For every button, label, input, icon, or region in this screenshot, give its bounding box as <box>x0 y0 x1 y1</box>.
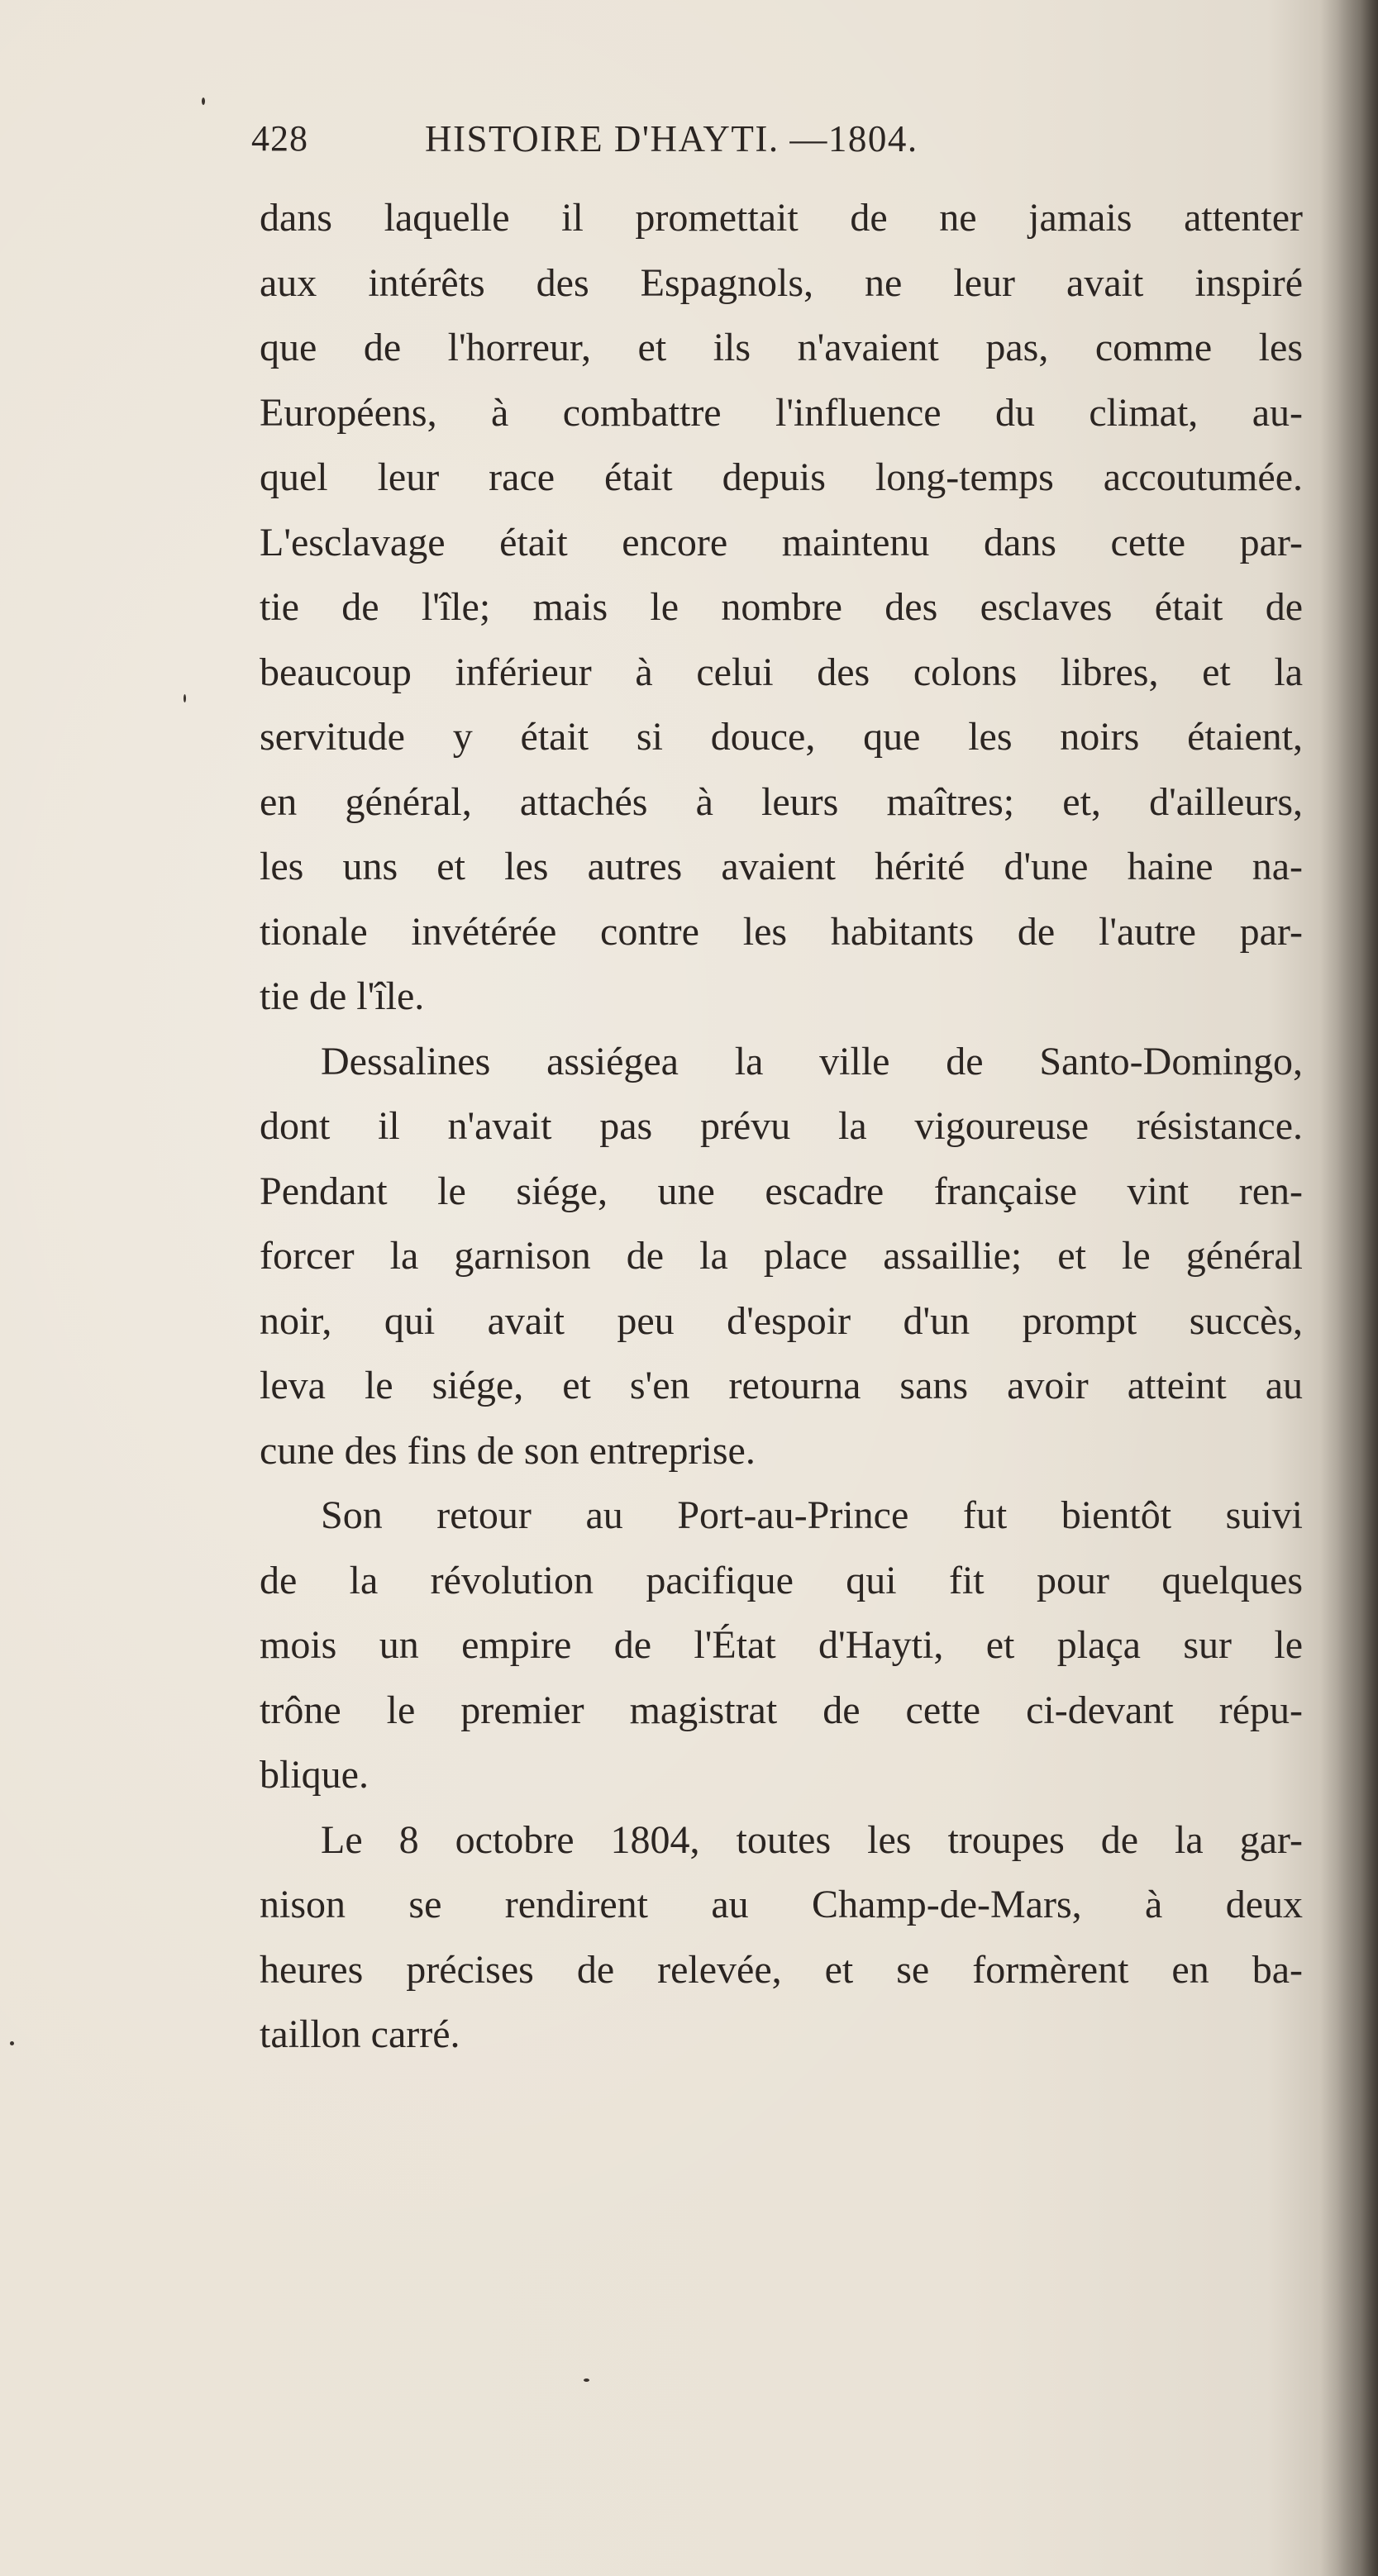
text-line: tie de l'île; mais le nombre des esclaves était de <box>260 585 1303 629</box>
text-line: beaucoup inférieur à celui des colons libres, et la <box>260 650 1303 694</box>
text-line: quel leur race était depuis long-temps accoutumée. <box>260 455 1303 499</box>
text-line: servitude y était si douce, que les noirs étaient, <box>260 715 1303 759</box>
text-line: Européens, à combattre l'influence du climat, au- <box>260 390 1303 435</box>
text-line: tie de l'île. <box>260 974 425 1018</box>
text-line: nison se rendirent au Champ-de-Mars, à deux <box>260 1883 1303 1926</box>
text-line: taillon carré. <box>260 2012 460 2056</box>
text-line: que de l'horreur, et ils n'avaient pas, comme les <box>260 326 1303 369</box>
paragraph <box>260 1030 1303 1484</box>
text-line: aux intérêts des Espagnols, ne leur avait inspiré <box>260 260 1303 305</box>
text-line: trône le premier magistrat de cette ci-devant répu- <box>260 1688 1303 1732</box>
text-line: en général, attachés à leurs maîtres; et, d'ailleurs, <box>260 779 1303 824</box>
text-line: noir, qui avait peu d'espoir d'un prompt succès, <box>260 1298 1303 1343</box>
text-line: les uns et les autres avaient hérité d'une haine na- <box>260 845 1303 888</box>
text-line: Dessalines assiégea la ville de Santo-Domingo, <box>321 1039 1303 1083</box>
text-line: dans laquelle il promettait de ne jamais attenter <box>260 196 1303 240</box>
paper-speck <box>10 2041 14 2045</box>
spine-shadow <box>1320 0 1378 2576</box>
text-line: dont il n'avait pas prévu la vigoureuse résistance. <box>260 1104 1303 1148</box>
text-line: tionale invétérée contre les habitants de l'autre par- <box>260 909 1303 954</box>
paragraph <box>260 1483 1303 1808</box>
text-line: heures précises de relevée, et se formèrent en ba- <box>260 1947 1303 1992</box>
text-line: blique. <box>260 1753 369 1797</box>
paragraph <box>260 1808 1303 2068</box>
paper-speck <box>202 98 205 105</box>
paper-speck <box>184 694 186 702</box>
text-line: Son retour au Port-au-Prince fut bientôt suivi <box>321 1493 1303 1537</box>
text-line: Le 8 octobre 1804, toutes les troupes de la gar- <box>321 1817 1303 1862</box>
running-title: HISTOIRE D'HAYTI. —1804. <box>425 118 918 160</box>
body-text <box>260 186 1303 2068</box>
paragraph <box>260 186 1303 1030</box>
text-line: L'esclavage était encore maintenu dans cette par- <box>260 520 1303 564</box>
page-header <box>251 117 1161 175</box>
text-line: de la révolution pacifique qui fit pour quelques <box>260 1558 1303 1602</box>
text-line: mois un empire de l'État d'Hayti, et plaça sur le <box>260 1623 1303 1667</box>
text-line: Pendant le siége, une escadre française vint ren- <box>260 1169 1303 1213</box>
paper-speck <box>584 2378 589 2382</box>
text-line: cune des fins de son entreprise. <box>260 1428 756 1473</box>
text-line: leva le siége, et s'en retourna sans avoir atteint au <box>260 1364 1303 1407</box>
page-number: 428 <box>251 118 308 159</box>
text-line: forcer la garnison de la place assaillie; et le général <box>260 1234 1303 1278</box>
